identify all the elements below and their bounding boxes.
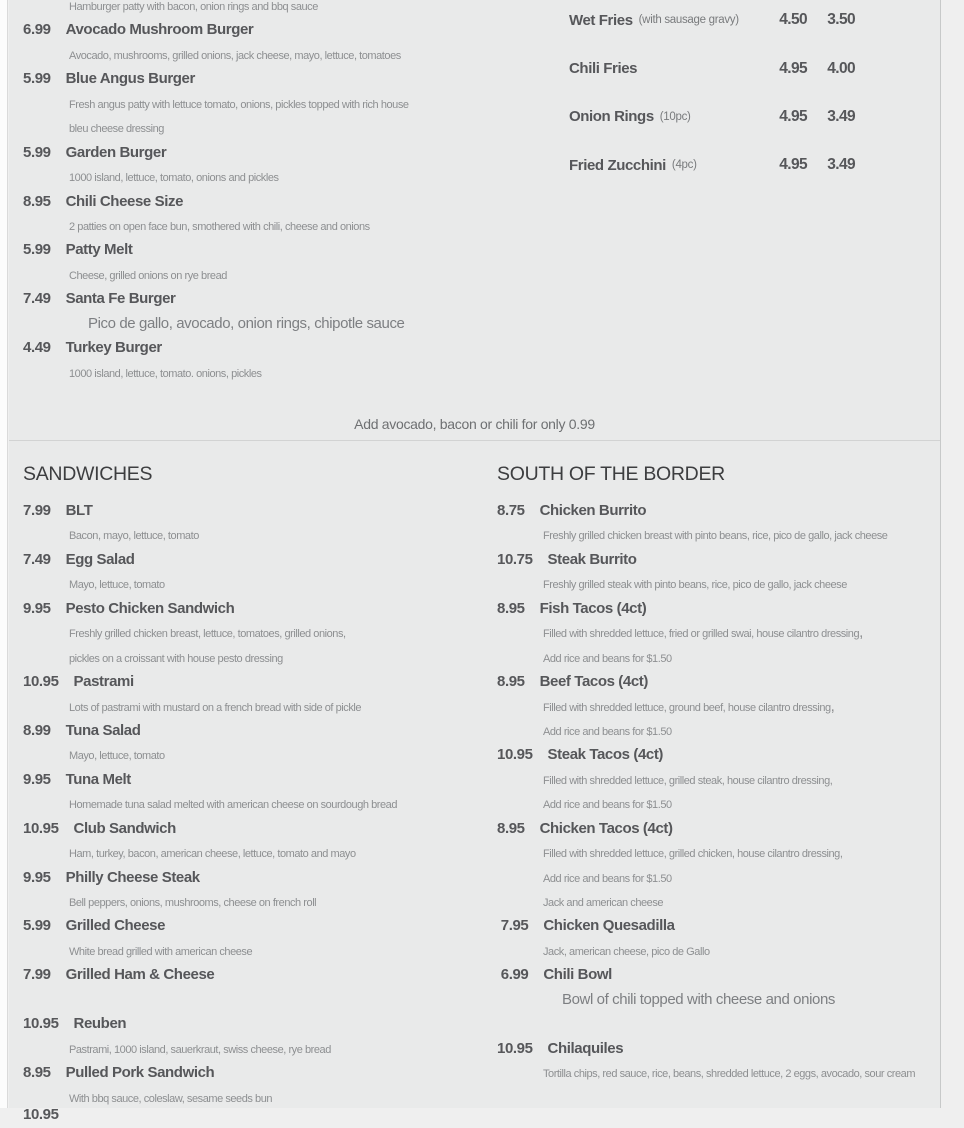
- item-name: Turkey Burger: [65, 339, 162, 357]
- item-description: White bread grilled with american cheese: [69, 945, 253, 958]
- menu-line: [497, 914, 941, 938]
- item-name: Steak Tacos (4ct): [547, 746, 664, 764]
- item-name: Steak Burrito: [547, 550, 637, 568]
- menu-line: [497, 792, 941, 816]
- item-description: Bacon, mayo, lettuce, tomato: [69, 530, 199, 543]
- item-price: 5.99: [23, 143, 51, 161]
- item-description: With bbq sauce, coleslaw, sesame seeds bun: [69, 1092, 273, 1105]
- menu-line: [23, 866, 475, 890]
- menu-line: [497, 548, 941, 572]
- menu-line: [497, 1037, 941, 1061]
- item-description: Bowl of chili topped with cheese and onions: [562, 990, 835, 1008]
- side-prices: [763, 156, 855, 174]
- menu-line: [497, 963, 941, 987]
- menu-line: [23, 597, 475, 621]
- menu-line: [497, 597, 941, 621]
- item-price: 7.99: [23, 966, 51, 984]
- side-name: Onion Rings: [569, 108, 654, 126]
- item-name: Beef Tacos (4ct): [539, 673, 648, 691]
- item-name: Pesto Chicken Sandwich: [65, 599, 235, 617]
- menu-line: [23, 336, 483, 360]
- side-prices: [763, 60, 855, 78]
- item-description: Avocado, mushrooms, grilled onions, jack cheese, mayo, lettuce, tomatoes: [69, 49, 401, 62]
- menu-line: [497, 1061, 941, 1085]
- menu-line: [23, 43, 483, 67]
- menu-line: [23, 116, 483, 140]
- item-name: Grilled Ham & Cheese: [65, 966, 215, 984]
- item-description: pickles on a croissant with house pesto dressing: [69, 652, 283, 665]
- menu-line: [497, 499, 941, 523]
- item-name: Patty Melt: [65, 241, 133, 259]
- item-name: Chili Cheese Size: [65, 192, 184, 210]
- item-description: Freshly grilled chicken breast, lettuce, tomatoes, grilled onions,: [69, 628, 346, 641]
- item-price: 7.99: [23, 502, 51, 519]
- menu-line: [23, 988, 475, 1012]
- item-description: Mayo, lettuce, tomato: [69, 579, 165, 592]
- item-price: 5.99: [23, 917, 51, 935]
- item-name: Egg Salad: [65, 550, 135, 568]
- side-note: (with sausage gravy): [638, 14, 739, 27]
- item-description: Homemade tuna salad melted with american cheese on sourdough bread: [69, 799, 398, 812]
- menu-line: [23, 263, 483, 287]
- menu-line: [23, 312, 483, 336]
- item-name: Avocado Mushroom Burger: [65, 21, 254, 39]
- sides-list: [483, 0, 941, 385]
- item-description: 1000 island, lettuce, tomato. onions, pickles: [69, 367, 262, 380]
- item-name: Club Sandwich: [73, 819, 176, 837]
- item-description: Hamburger patty with bacon, onion rings and bbq sauce: [69, 1, 318, 13]
- menu-line: [23, 792, 475, 816]
- item-price: 9.95: [23, 770, 51, 788]
- item-description: Filled with shredded lettuce, grilled chicken, house cilantro dressing,: [543, 848, 843, 861]
- item-price: 10.95: [23, 819, 59, 837]
- south-of-the-border-list: [497, 499, 941, 1086]
- sandwiches-list: [23, 499, 475, 1127]
- menu-line: [497, 695, 941, 719]
- item-name: Chicken Burrito: [539, 502, 647, 519]
- item-description: Pico de gallo, avocado, onion rings, chipotle sauce: [88, 314, 405, 332]
- item-name: Tuna Melt: [65, 770, 131, 788]
- item-description: bleu cheese dressing: [69, 123, 164, 136]
- item-price: 10.95: [497, 746, 533, 764]
- item-description: 1000 island, lettuce, tomato, onions and pickles: [69, 172, 279, 185]
- item-name: Chicken Quesadilla: [543, 917, 675, 935]
- side-item-row: [569, 141, 855, 189]
- menu-line: [23, 165, 483, 189]
- item-price: 9.95: [23, 599, 51, 617]
- item-description: Tortilla chips, red sauce, rice, beans, shredded lettuce, 2 eggs, avocado, sour cream: [543, 1068, 916, 1081]
- menu-line: [23, 939, 475, 963]
- menu-line: [23, 817, 475, 841]
- item-price: 10.75: [497, 550, 533, 568]
- side-name: Chili Fries: [569, 60, 638, 78]
- menu-line: [497, 890, 941, 914]
- menu-line: [23, 18, 483, 42]
- item-name: Tuna Salad: [65, 721, 141, 739]
- menu-line: [23, 67, 483, 91]
- menu-line: [497, 817, 941, 841]
- bottom-section: [9, 441, 940, 1127]
- menu-line: [23, 963, 475, 987]
- menu-line: [497, 572, 941, 596]
- item-price: 8.95: [497, 673, 525, 691]
- item-price: 8.95: [23, 192, 51, 210]
- item-name: Pastrami: [73, 673, 134, 691]
- sandwiches-title: SANDWICHES: [23, 463, 153, 485]
- item-price: 5.99: [23, 70, 51, 88]
- item-description: Pastrami, 1000 island, sauerkraut, swiss cheese, rye bread: [69, 1043, 331, 1056]
- item-name: BLT: [65, 502, 93, 519]
- side-price-2: 3.49: [827, 107, 855, 125]
- side-prices: [763, 108, 855, 126]
- item-price: 6.99: [497, 966, 529, 984]
- item-description-tail: ,: [830, 697, 835, 715]
- item-price: 10.95: [23, 1105, 59, 1123]
- menu-line: [23, 1012, 475, 1036]
- item-name: Chilaquiles: [547, 1039, 624, 1057]
- item-price: 7.49: [23, 290, 51, 308]
- item-description: Freshly grilled chicken breast with pinto beans, rice, pico de gallo, jack cheese: [543, 530, 888, 543]
- menu-line: [497, 866, 941, 890]
- item-name: Garden Burger: [65, 143, 167, 161]
- side-price-2: 3.49: [827, 156, 855, 174]
- menu-line: [23, 695, 475, 719]
- addons-note: Add avocado, bacon or chili for only 0.99: [354, 416, 595, 432]
- menu-line: [23, 214, 483, 238]
- menu-line: [23, 499, 475, 523]
- item-description: Add rice and beans for $1.50: [543, 872, 672, 885]
- menu-line: [23, 361, 483, 385]
- item-price: 8.99: [23, 721, 51, 739]
- south-of-the-border-column: [475, 461, 941, 1127]
- menu-line: [497, 1012, 941, 1036]
- item-description-tail: ,: [859, 624, 864, 642]
- menu-line: [23, 670, 475, 694]
- item-description: Bell peppers, onions, mushrooms, cheese on french roll: [69, 897, 317, 909]
- item-name: Reuben: [73, 1015, 127, 1033]
- item-description: Jack, american cheese, pico de Gallo: [543, 945, 710, 958]
- side-item-row: [569, 44, 855, 92]
- item-price: 10.95: [497, 1039, 533, 1057]
- item-price: 8.75: [497, 502, 525, 519]
- item-name: Blue Angus Burger: [65, 70, 195, 88]
- item-price: 9.95: [23, 868, 51, 886]
- item-price: 8.95: [497, 819, 525, 837]
- item-description: Jack and american cheese: [543, 897, 664, 909]
- menu-line: [23, 719, 475, 743]
- item-name: Philly Cheese Steak: [65, 868, 200, 886]
- side-price-1: 4.95: [779, 59, 807, 77]
- menu-line: [23, 621, 475, 645]
- menu-line: [23, 92, 483, 116]
- top-section: [9, 0, 940, 385]
- side-name: Fried Zucchini: [569, 156, 666, 174]
- menu-line: [23, 890, 475, 914]
- item-price: 4.49: [23, 339, 51, 357]
- item-price: 7.49: [23, 550, 51, 568]
- item-description: Add rice and beans for $1.50: [543, 725, 672, 738]
- item-description: Lots of pastrami with mustard on a french bread with side of pickle: [69, 701, 362, 714]
- item-description: Filled with shredded lettuce, fried or grilled swai, house cilantro dressing: [543, 628, 860, 641]
- side-item-row: [569, 93, 855, 141]
- item-description: Add rice and beans for $1.50: [543, 652, 672, 665]
- menu-line: [23, 646, 475, 670]
- menu-line: [23, 141, 483, 165]
- item-price: 8.95: [23, 1064, 51, 1082]
- sandwiches-column: [9, 461, 475, 1127]
- left-margin-strip: [0, 0, 8, 1108]
- item-name: Fish Tacos (4ct): [539, 599, 647, 617]
- side-price-1: 4.95: [779, 156, 807, 174]
- item-name: Pulled Pork Sandwich: [65, 1064, 215, 1082]
- menu-line: [497, 621, 941, 645]
- item-price: 6.99: [23, 21, 51, 39]
- item-price: 8.95: [497, 599, 525, 617]
- item-price: 7.95: [497, 917, 529, 935]
- item-description: Filled with shredded lettuce, grilled steak, house cilantro dressing,: [543, 774, 833, 787]
- side-price-2: 3.50: [827, 11, 855, 29]
- side-item-row: [569, 0, 855, 44]
- side-price-1: 4.50: [779, 11, 807, 29]
- menu-line: [23, 0, 483, 18]
- side-prices: [763, 11, 855, 29]
- menu-line: [497, 841, 941, 865]
- menu-line: [497, 743, 941, 767]
- item-description: 2 patties on open face bun, smothered with chili, cheese and onions: [69, 220, 370, 233]
- item-price: 10.95: [23, 673, 59, 691]
- side-name: Wet Fries: [569, 11, 633, 29]
- south-of-the-border-title: SOUTH OF THE BORDER: [497, 463, 725, 485]
- menu-line: [497, 670, 941, 694]
- menu-line: [23, 743, 475, 767]
- item-name: Chili Bowl: [543, 966, 612, 984]
- menu-line: [23, 190, 483, 214]
- item-price: 5.99: [23, 241, 51, 259]
- item-description: Cheese, grilled onions on rye bread: [69, 269, 227, 282]
- item-name: Grilled Cheese: [65, 917, 166, 935]
- item-description: Add rice and beans for $1.50: [543, 799, 672, 812]
- menu-line: [23, 523, 475, 547]
- menu-line: [23, 841, 475, 865]
- menu-line: [23, 238, 483, 262]
- menu-line: [497, 719, 941, 743]
- item-price: 10.95: [23, 1015, 59, 1033]
- menu-page: [9, 0, 941, 1123]
- menu-line: [497, 523, 941, 547]
- menu-line: [497, 768, 941, 792]
- menu-line: [23, 287, 483, 311]
- side-note: (4pc): [671, 159, 697, 172]
- menu-line: [23, 1037, 475, 1061]
- side-price-2: 4.00: [827, 59, 855, 77]
- item-description: Filled with shredded lettuce, ground beef, house cilantro dressing: [543, 701, 831, 714]
- menu-line: [23, 768, 475, 792]
- menu-line: [497, 988, 941, 1012]
- menu-line: [23, 572, 475, 596]
- item-description: Freshly grilled steak with pinto beans, rice, pico de gallo, jack cheese: [543, 579, 847, 592]
- menu-line: [23, 914, 475, 938]
- item-description: Ham, turkey, bacon, american cheese, lettuce, tomato and mayo: [69, 848, 356, 861]
- item-description: Fresh angus patty with lettuce tomato, onions, pickles topped with rich house: [69, 98, 409, 111]
- menu-line: [497, 646, 941, 670]
- menu-line: [497, 939, 941, 963]
- menu-line: [23, 548, 475, 572]
- side-price-1: 4.95: [779, 107, 807, 125]
- item-name: Santa Fe Burger: [65, 290, 176, 308]
- side-note: (10pc): [659, 110, 691, 123]
- burgers-list: [9, 0, 483, 385]
- menu-line: [23, 1061, 475, 1085]
- item-name: Chicken Tacos (4ct): [539, 819, 673, 837]
- item-description: Mayo, lettuce, tomato: [69, 750, 165, 763]
